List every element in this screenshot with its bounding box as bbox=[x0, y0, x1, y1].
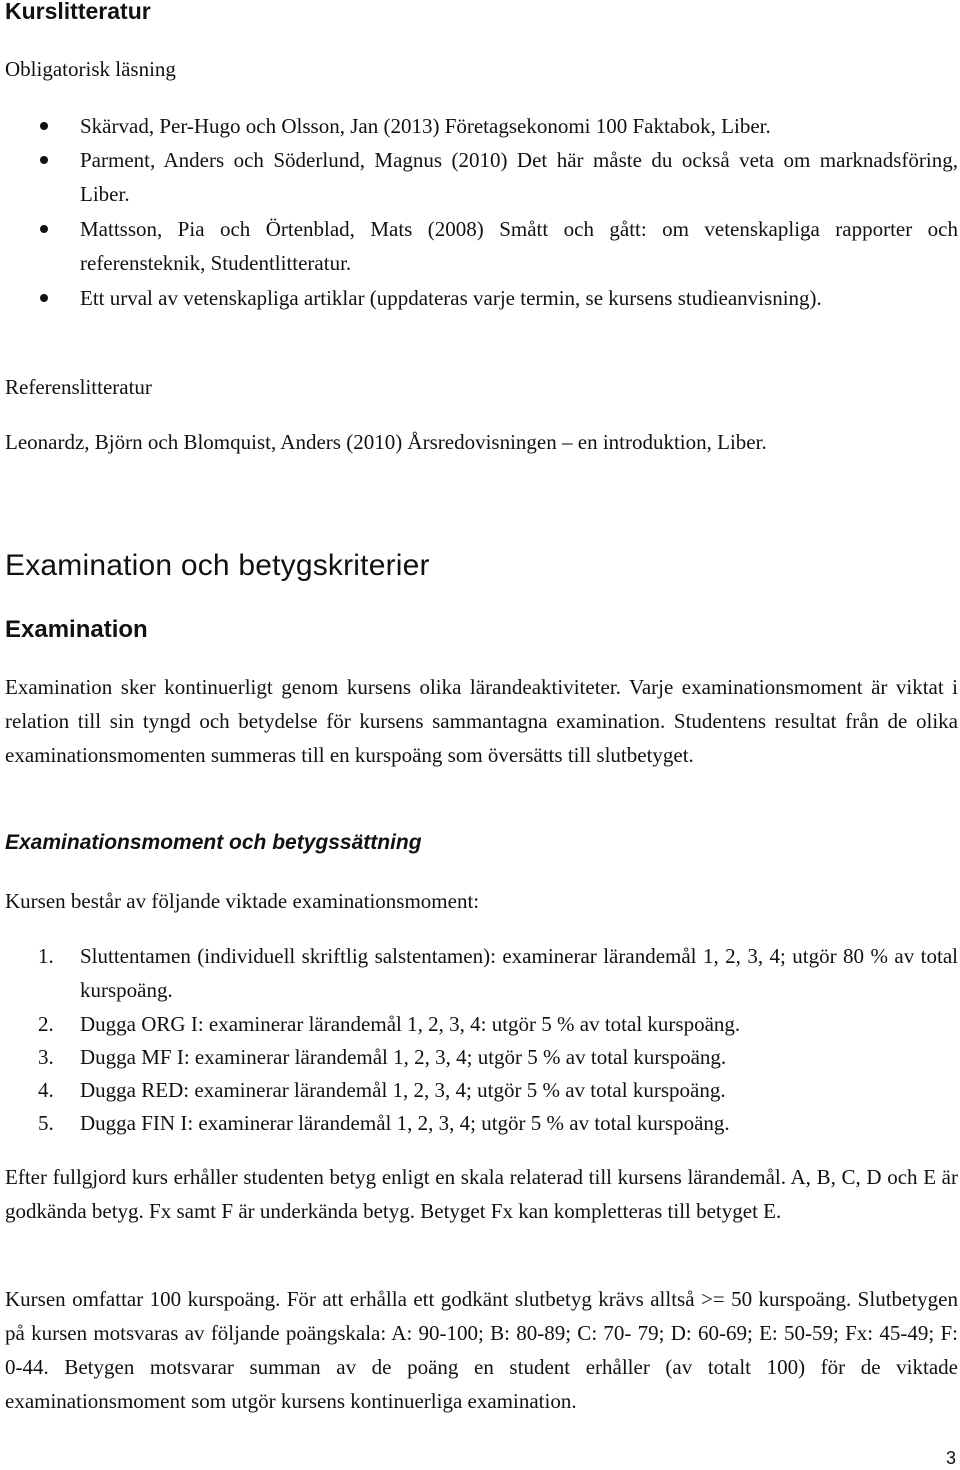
reference-entry: Leonardz, Björn och Blomquist, Anders (2010) Årsredovisningen – en introduktion, Liber. bbox=[5, 430, 767, 454]
bullet-icon bbox=[40, 225, 48, 233]
list-item: Ett urval av vetenskapliga artiklar (uppdateras varje termin, se kursens studieanvisning). bbox=[80, 286, 822, 310]
heading-exam-criteria: Examination och betygskriterier bbox=[5, 549, 430, 582]
heading-kurslitteratur: Kurslitteratur bbox=[5, 0, 151, 24]
list-item: Mattsson, Pia och Örtenblad, Mats (2008) Smått och gått: om vetenskapliga rapporter och referensteknik, Studentlitteratur. bbox=[80, 217, 958, 275]
list-number: 4. bbox=[38, 1078, 54, 1102]
list-number: 3. bbox=[38, 1045, 54, 1069]
list-item: Dugga ORG I: examinerar lärandemål 1, 2, 3, 4: utgör 5 % av total kurspoäng. bbox=[80, 1012, 741, 1036]
list-item: Sluttentamen (individuell skriftlig salstentamen): examinerar lärandemål 1, 2, 3, 4; utgör 80 % av total kurspoäng. bbox=[80, 944, 958, 1002]
page-number: 3 bbox=[945, 1448, 956, 1468]
grading-paragraph: Efter fullgjord kurs erhåller studenten betyg enligt en skala relaterad till kursens lärandemål. A, B, C, D och E är godkända betyg. Fx samt F är underkända betyg. Betyget Fx kan kompletteras till betyget E. bbox=[5, 1165, 958, 1223]
points-paragraph: Kursen omfattar 100 kurspoäng. För att erhålla ett godkänt slutbetyg krävs alltså >= 50 kurspoäng. Slutbetygen på kursen motsvaras av följande poängskala: A: 90-100; B: 80-89; C: 70- 79; D: 60-69; E: 50-59; Fx: 45-49; F: 0-44. Betygen motsvarar summan av de poäng en student erhåller (av totalt 100) för de viktade examinationsmoment som utgör kursens kontinuerliga examination. bbox=[5, 1287, 958, 1413]
list-number: 5. bbox=[38, 1111, 54, 1135]
list-item: Parment, Anders och Söderlund, Magnus (2010) Det här måste du också veta om marknadsföring, Liber. bbox=[80, 148, 958, 206]
list-item: Dugga MF I: examinerar lärandemål 1, 2, 3, 4; utgör 5 % av total kurspoäng. bbox=[80, 1045, 727, 1069]
bullet-icon bbox=[40, 122, 48, 130]
examination-paragraph: Examination sker kontinuerligt genom kursens olika lärandeaktiviteter. Varje examinationsmoment är viktat i relation till sin tyngd och betydelse för kursens sammantagna examination. Studentens resultat från de olika examinationsmomenten summeras till en kurspoäng som översätts till slutbetyget. bbox=[5, 675, 958, 767]
obligatorisk-label: Obligatorisk läsning bbox=[5, 57, 176, 81]
list-item: Dugga RED: examinerar lärandemål 1, 2, 3, 4; utgör 5 % av total kurspoäng. bbox=[80, 1078, 726, 1102]
list-number: 1. bbox=[38, 944, 54, 968]
list-item: Dugga FIN I: examinerar lärandemål 1, 2, 3, 4; utgör 5 % av total kurspoäng. bbox=[80, 1111, 730, 1135]
bullet-icon bbox=[40, 156, 48, 164]
bullet-icon bbox=[40, 294, 48, 302]
heading-examination: Examination bbox=[5, 616, 148, 643]
list-number: 2. bbox=[38, 1012, 54, 1036]
referens-label: Referenslitteratur bbox=[5, 375, 152, 399]
moment-intro: Kursen består av följande viktade examinationsmoment: bbox=[5, 889, 480, 913]
list-item: Skärvad, Per-Hugo och Olsson, Jan (2013) Företagsekonomi 100 Faktabok, Liber. bbox=[80, 114, 771, 138]
heading-moment: Examinationsmoment och betygssättning bbox=[5, 831, 422, 854]
